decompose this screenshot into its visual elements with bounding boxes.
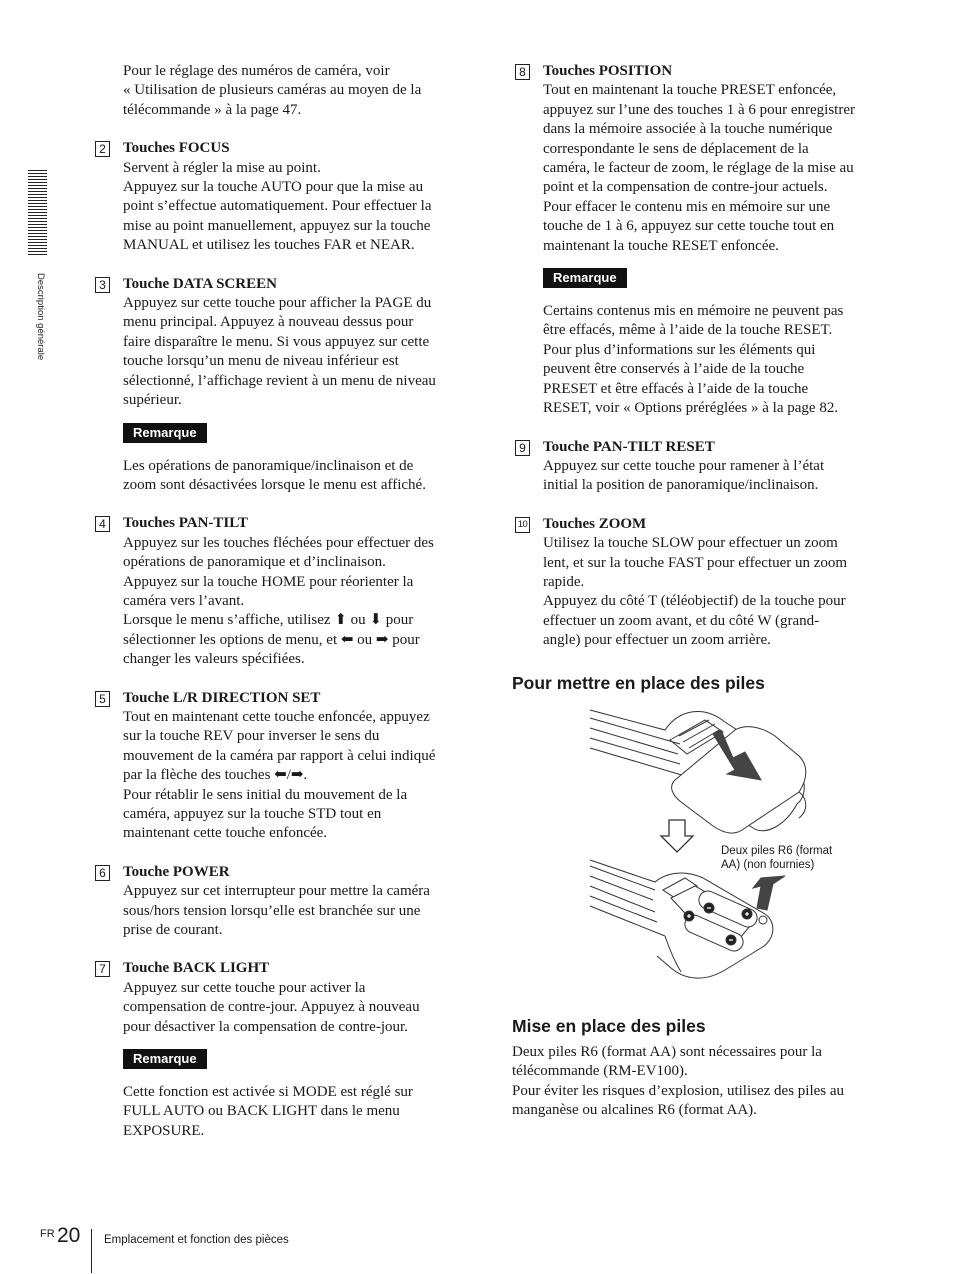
item-title: Touches PAN-TILT [123, 515, 248, 532]
intro-paragraph: Pour le réglage des numéros de caméra, voir « Utilisation de plusieurs caméras au moyen de la télécommande » à la page 47. [123, 63, 422, 118]
item-power: 6 Touche POWER Appuyez sur cet interrupteur pour mettre la caméra sous/hors tension lorsqu’elle est branchée sur une prise de courant. [92, 863, 472, 941]
remark-badge: Remarque [123, 1049, 207, 1069]
insert-arrow-icon [753, 876, 785, 910]
item-title: Touche POWER [123, 863, 230, 880]
item-position: 8 Touches POSITION Tout en maintenant la touche PRESET enfoncée, appuyez sur l’une des touches 1 à 6 pour enregistrer dans la mémoire associée à la touche numérique correspondante le sens de déplacement de la caméra, le facteur de zoom, le réglage de la mise au point et la compensation de contre-jour actuels. Pour effacer le contenu mis en mémoire sur une touche de 1 à 6, appuyez sur cette touche tout en maintenant la touche RESET enfoncée. [512, 62, 892, 256]
item-title: Touches POSITION [543, 63, 673, 79]
battery-heading: Pour mettre en place des piles [512, 672, 765, 693]
right-column [512, 62, 892, 694]
down-arrow-icon [661, 820, 693, 852]
item-number: 3 [95, 277, 110, 293]
item-title: Touche DATA SCREEN [123, 275, 277, 292]
item-number: 10 [515, 517, 530, 533]
item-number: 7 [95, 961, 110, 977]
item-title: Touche BACK LIGHT [123, 960, 270, 977]
footer-section: Emplacement et fonction des pièces [104, 1234, 289, 1246]
item-number: 5 [95, 691, 110, 707]
battery-cover [672, 727, 806, 833]
item-number: 4 [95, 516, 110, 532]
page-number: 20 [57, 1224, 81, 1247]
battery-caption: Deux piles R6 (format AA) (non fournies) [721, 845, 833, 871]
item-title: Touches ZOOM [543, 515, 647, 532]
item-zoom: 10 Touches ZOOM Utilisez la touche SLOW pour effectuer un zoom lent, et sur la touche FAST pour effectuer un zoom rapide. Appuyez du côté T (téléobjectif) de la touche pour effectuer un zoom avant, et du côté W (grand- angle) pour effectuer un zoom arrière. [512, 515, 892, 651]
remark-badge: Remarque [543, 268, 627, 288]
item-back-light: 7 Touche BACK LIGHT Appuyez sur cette touche pour activer la compensation de contre-jour. Appuyez à nouveau pour désactiver la compensation de contre-jour. [92, 959, 472, 1037]
item-focus: 2 Touches FOCUS Servent à régler la mise au point. Appuyez sur la touche AUTO pour que la mise au point s’effectue automatiquement. Pour effectuer la mise au point manuellement, appuyez sur la touche MANUAL et utilisez les touches FAR et NEAR. [92, 139, 472, 255]
item-number: 9 [515, 440, 530, 456]
remark-badge: Remarque [123, 423, 207, 443]
footer-divider [91, 1229, 92, 1273]
remark-text: Certains contenus mis en mémoire ne peuvent pas être effacés, même à l’aide de la touche RESET. Pour plus d’informations sur les éléments qui peuvent être conservés à l’aide de la touche PRESET et être effacés à l’aide de la touche RESET, voir « Options préréglées » à la page 82. [543, 303, 844, 417]
side-index-tab [28, 170, 47, 256]
item-lr-direction-set: 5 Touche L/R DIRECTION SET Tout en maintenant cette touche enfoncée, appuyez sur la touche REV pour inverser le sens du mouvement de la caméra par rapport à celui indiqué par la flèche des touches ⬅/➡. Pour rétablir le sens initial du mouvement de la caméra, appuyez sur la touche STD tout en maintenant cette touche enfoncée. [92, 689, 472, 844]
side-section-label: Description générale [35, 273, 46, 361]
item-number: 8 [515, 64, 530, 80]
section-heading: Mise en place des piles [512, 1016, 706, 1036]
remark-text: Les opérations de panoramique/inclinaison et de zoom sont désactivées lorsque le menu est affiché. [123, 457, 426, 493]
item-title: Touche PAN-TILT RESET [543, 438, 715, 455]
item-data-screen: 3 Touche DATA SCREEN Appuyez sur cette touche pour afficher la PAGE du menu principal. Appuyez à nouveau dessus pour faire disparaître le menu. Si vous appuyez sur cette touche lorsqu’un menu de niveau inférieur est sélectionné, l’affichage revient à un menu de niveau supérieur. [92, 275, 472, 411]
item-title: Touche L/R DIRECTION SET [123, 689, 321, 706]
section-body: Deux piles R6 (format AA) sont nécessaires pour la télécommande (RM-EV100). Pour éviter les risques d’explosion, utilisez des piles au manganèse ou alcalines R6 (format AA). [512, 1044, 845, 1119]
item-number: 2 [95, 141, 110, 157]
item-number: 6 [95, 865, 110, 881]
item-pan-tilt-reset: 9 Touche PAN-TILT RESET Appuyez sur cette touche pour ramener à l’état initial la position de panoramique/inclinaison. [512, 438, 892, 496]
item-title: Touches FOCUS [123, 140, 230, 157]
item-pan-tilt: 4 Touches PAN-TILT Appuyez sur les touches fléchées pour effectuer des opérations de panoramique et d’inclinaison. Appuyez sur la touche HOME pour réorienter la caméra vers l’avant. Lorsque le menu s’affiche, utilisez ⬆ ou ⬇ pour sélectionner les options de menu, et ⬅ ou ➡ pour changer les valeurs spécifiées. [92, 514, 472, 669]
left-column [92, 62, 472, 1160]
section-batteries [512, 1016, 902, 1121]
remark-text: Cette fonction est activée si MODE est réglé sur FULL AUTO ou BACK LIGHT dans le menu EXPOSURE. [123, 1084, 413, 1139]
footer-lang: FR [40, 1228, 55, 1240]
